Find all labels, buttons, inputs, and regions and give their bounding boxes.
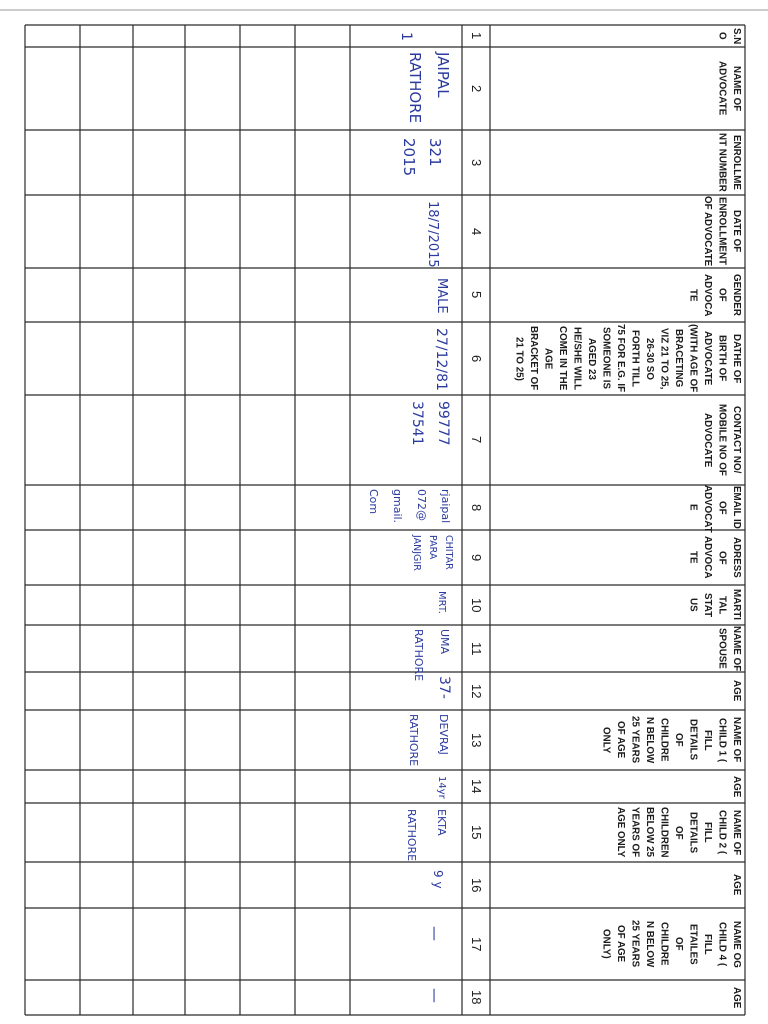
- entry-1-s-no: 1: [398, 31, 414, 41]
- column-number: 6: [469, 354, 484, 363]
- column-number: 10: [469, 597, 484, 613]
- header-contact-number: CONTACT NO/ MOBILE NO OF ADVOCATE: [702, 404, 742, 476]
- header-name-of-child-4: NAME OG CHILD 4 ( FILL ETAILES OF CHILDRE N BELOW 25 YEARS OF AGE ONLY): [600, 920, 742, 968]
- column-number: 15: [469, 825, 484, 840]
- header-spouse-age: AGE: [731, 680, 742, 702]
- header-child-2-age: AGE: [731, 874, 742, 896]
- column-number: 17: [469, 936, 484, 952]
- entry-1-marital-status: MRT.: [436, 591, 447, 614]
- header-gender: GENDER OF ADVOCA TE: [687, 273, 742, 317]
- entry-1-gender: MALE: [434, 278, 449, 314]
- header-child-1-age: AGE: [731, 775, 742, 798]
- header-address: ADRESS OF ADVOCA TE: [687, 536, 742, 579]
- entry-1-child-4-age: —: [426, 988, 444, 1003]
- header-name-of-child-1: NAME OF CHILD 1 ( FILL DETAILS OF CHILDRE N BELOW 25 YEARS OF AGE ONLY: [600, 716, 742, 764]
- entry-1-address: CHITAR PARA JANJGIR: [411, 535, 454, 571]
- entry-1-child-2-age: 9 y: [431, 870, 445, 889]
- header-enrollment-number: ENROLLME NT NUMBER: [716, 133, 742, 192]
- header-name-of-spouse: NAME OF SPOUSE: [716, 625, 742, 672]
- column-number: 14: [469, 779, 484, 794]
- entry-1-child-1-name: DEVRAJ RATHORE: [407, 714, 450, 767]
- header-date-of-birth: DATHE OF BIRTH OF ADVOCATE (WITH AGE OF BRACETING VIZ 21 TO 25, 26-30 SO FORTH TILL 75 FOR E.G. IF SOMEONE IS AGED 23 HE/SHE WILL COME IN THE AGE BRACKET OF 21 TO 25): [513, 324, 742, 393]
- header-s-no: S.N O: [716, 27, 742, 45]
- column-number: 8: [469, 503, 484, 512]
- column-number: 12: [469, 683, 484, 699]
- entry-1-date-of-birth: 27/12/81: [433, 328, 449, 391]
- entry-1-email: rjaipal 072@ gmail. Com: [367, 489, 452, 524]
- column-number: 11: [469, 641, 484, 656]
- header-child-4-age: AGE: [731, 986, 742, 1009]
- column-number: 9: [469, 553, 484, 562]
- column-number: 7: [469, 436, 484, 444]
- entry-1-contact-number: 99777 37541: [409, 401, 451, 446]
- column-number: 5: [469, 291, 484, 299]
- header-date-of-enrollment: DATE OF ENROLLMENT OF ADVOCATE: [702, 196, 742, 267]
- entry-1-spouse-age: 37-: [436, 676, 452, 699]
- entry-1-spouse-name: UMA RATHORE: [412, 629, 451, 682]
- header-name-of-child-2: NAME OF CHILD 2 ( FILL DETAILS OF CHILDREN BELOW 25 YEARS OF AGE ONLY: [615, 807, 742, 858]
- entry-1-enrollment-number: 321 2015: [400, 138, 444, 177]
- entry-1-child-2-name: EKTA RATHORE: [405, 809, 448, 862]
- entry-1-child-4-name: —: [426, 926, 444, 941]
- header-name-of-advocate: NAME OF ADVOCATE: [716, 61, 742, 116]
- column-number: 3: [469, 158, 484, 167]
- column-number: 2: [469, 84, 484, 93]
- entry-1-name: JAIPAL RATHORE: [406, 52, 452, 124]
- column-number: 13: [469, 732, 484, 748]
- column-number: 16: [469, 877, 484, 893]
- header-marital-status: MARTI TAL STAT US: [687, 589, 742, 621]
- column-number: 4: [469, 227, 484, 236]
- header-email-id: EMAIL ID OF ADVOCAT E: [687, 485, 742, 533]
- entry-1-child-1-age: 14yr: [436, 776, 447, 799]
- entry-1-enrollment-date: 18/7/2015: [425, 201, 440, 268]
- column-number: 1: [469, 32, 484, 40]
- column-number: 18: [469, 990, 484, 1005]
